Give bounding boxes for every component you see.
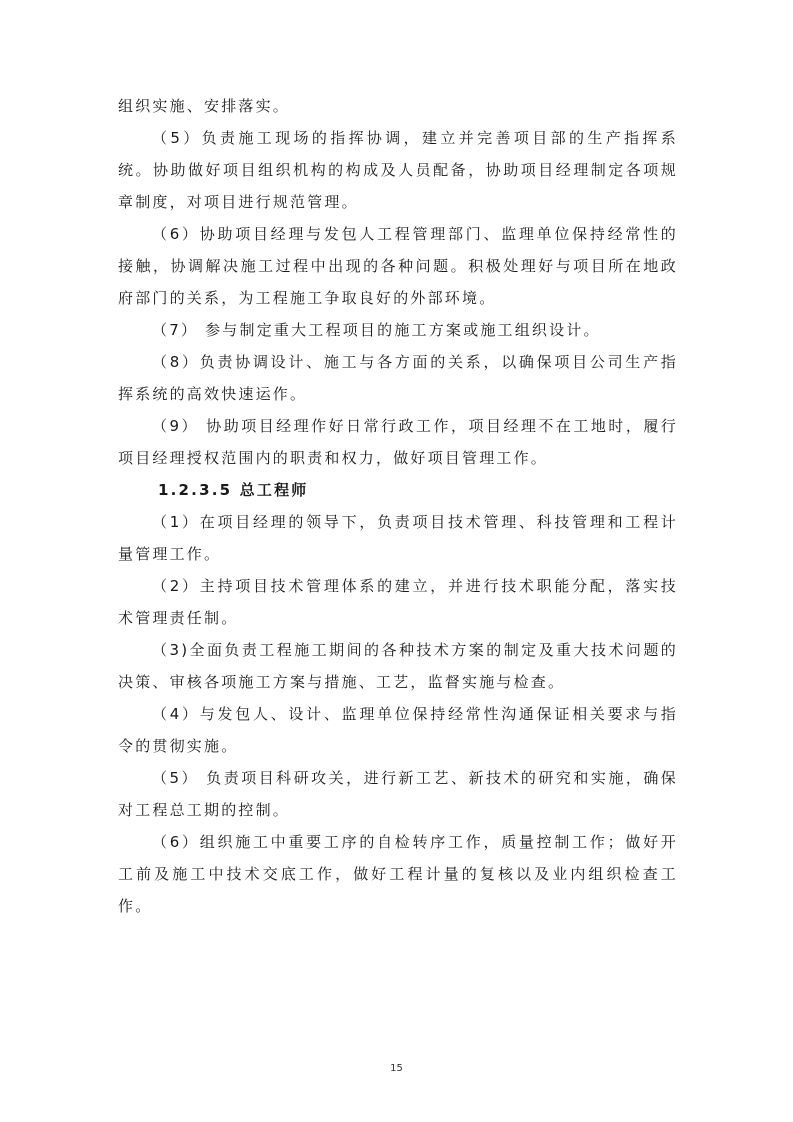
- chief-engineer-item-3: （3)全面负责工程施工期间的各种技术方案的制定及重大技术问题的决策、审核各项施工方案与措施、工艺，监督实施与检查。: [118, 641, 678, 691]
- paragraph-item-7: （7） 参与制定重大工程项目的施工方案或施工组织设计。: [152, 321, 601, 339]
- page-number: 15: [390, 1063, 403, 1074]
- paragraph-item-6: （6）协助项目经理与发包人工程管理部门、监理单位保持经常性的接触，协调解决施工过程中出现的各种问题。积极处理好与项目所在地政府部门的关系，为工程施工争取良好的外部环境。: [118, 225, 678, 307]
- section-heading: 1.2.3.5 总工程师: [158, 481, 309, 499]
- chief-engineer-item-1: （1）在项目经理的领导下，负责项目技术管理、科技管理和工程计量管理工作。: [118, 513, 678, 563]
- document-body: [118, 90, 678, 922]
- paragraph-item-5: （5）负责施工现场的指挥协调，建立并完善项目部的生产指挥系统。协助做好项目组织机构的构成及人员配备，协助项目经理制定各项规章制度，对项目进行规范管理。: [118, 129, 678, 211]
- paragraph-item-8: （8）负责协调设计、施工与各方面的关系，以确保项目公司生产指挥系统的高效快速运作。: [118, 353, 678, 403]
- chief-engineer-item-6: （6）组织施工中重要工序的自检转序工作，质量控制工作；做好开工前及施工中技术交底工作，做好工程计量的复核以及业内组织检查工作。: [118, 833, 678, 915]
- paragraph-item-9: （9） 协助项目经理作好日常行政工作，项目经理不在工地时，履行项目经理授权范围内的职责和权力，做好项目管理工作。: [118, 417, 678, 467]
- paragraph-continuation: 组织实施、安排落实。: [118, 97, 291, 115]
- chief-engineer-item-4: （4）与发包人、设计、监理单位保持经常性沟通保证相关要求与指令的贯彻实施。: [118, 705, 678, 755]
- chief-engineer-item-2: （2）主持项目技术管理体系的建立，并进行技术职能分配，落实技术管理责任制。: [118, 577, 678, 627]
- chief-engineer-item-5: （5） 负责项目科研攻关，进行新工艺、新技术的研究和实施，确保对工程总工期的控制。: [118, 769, 678, 819]
